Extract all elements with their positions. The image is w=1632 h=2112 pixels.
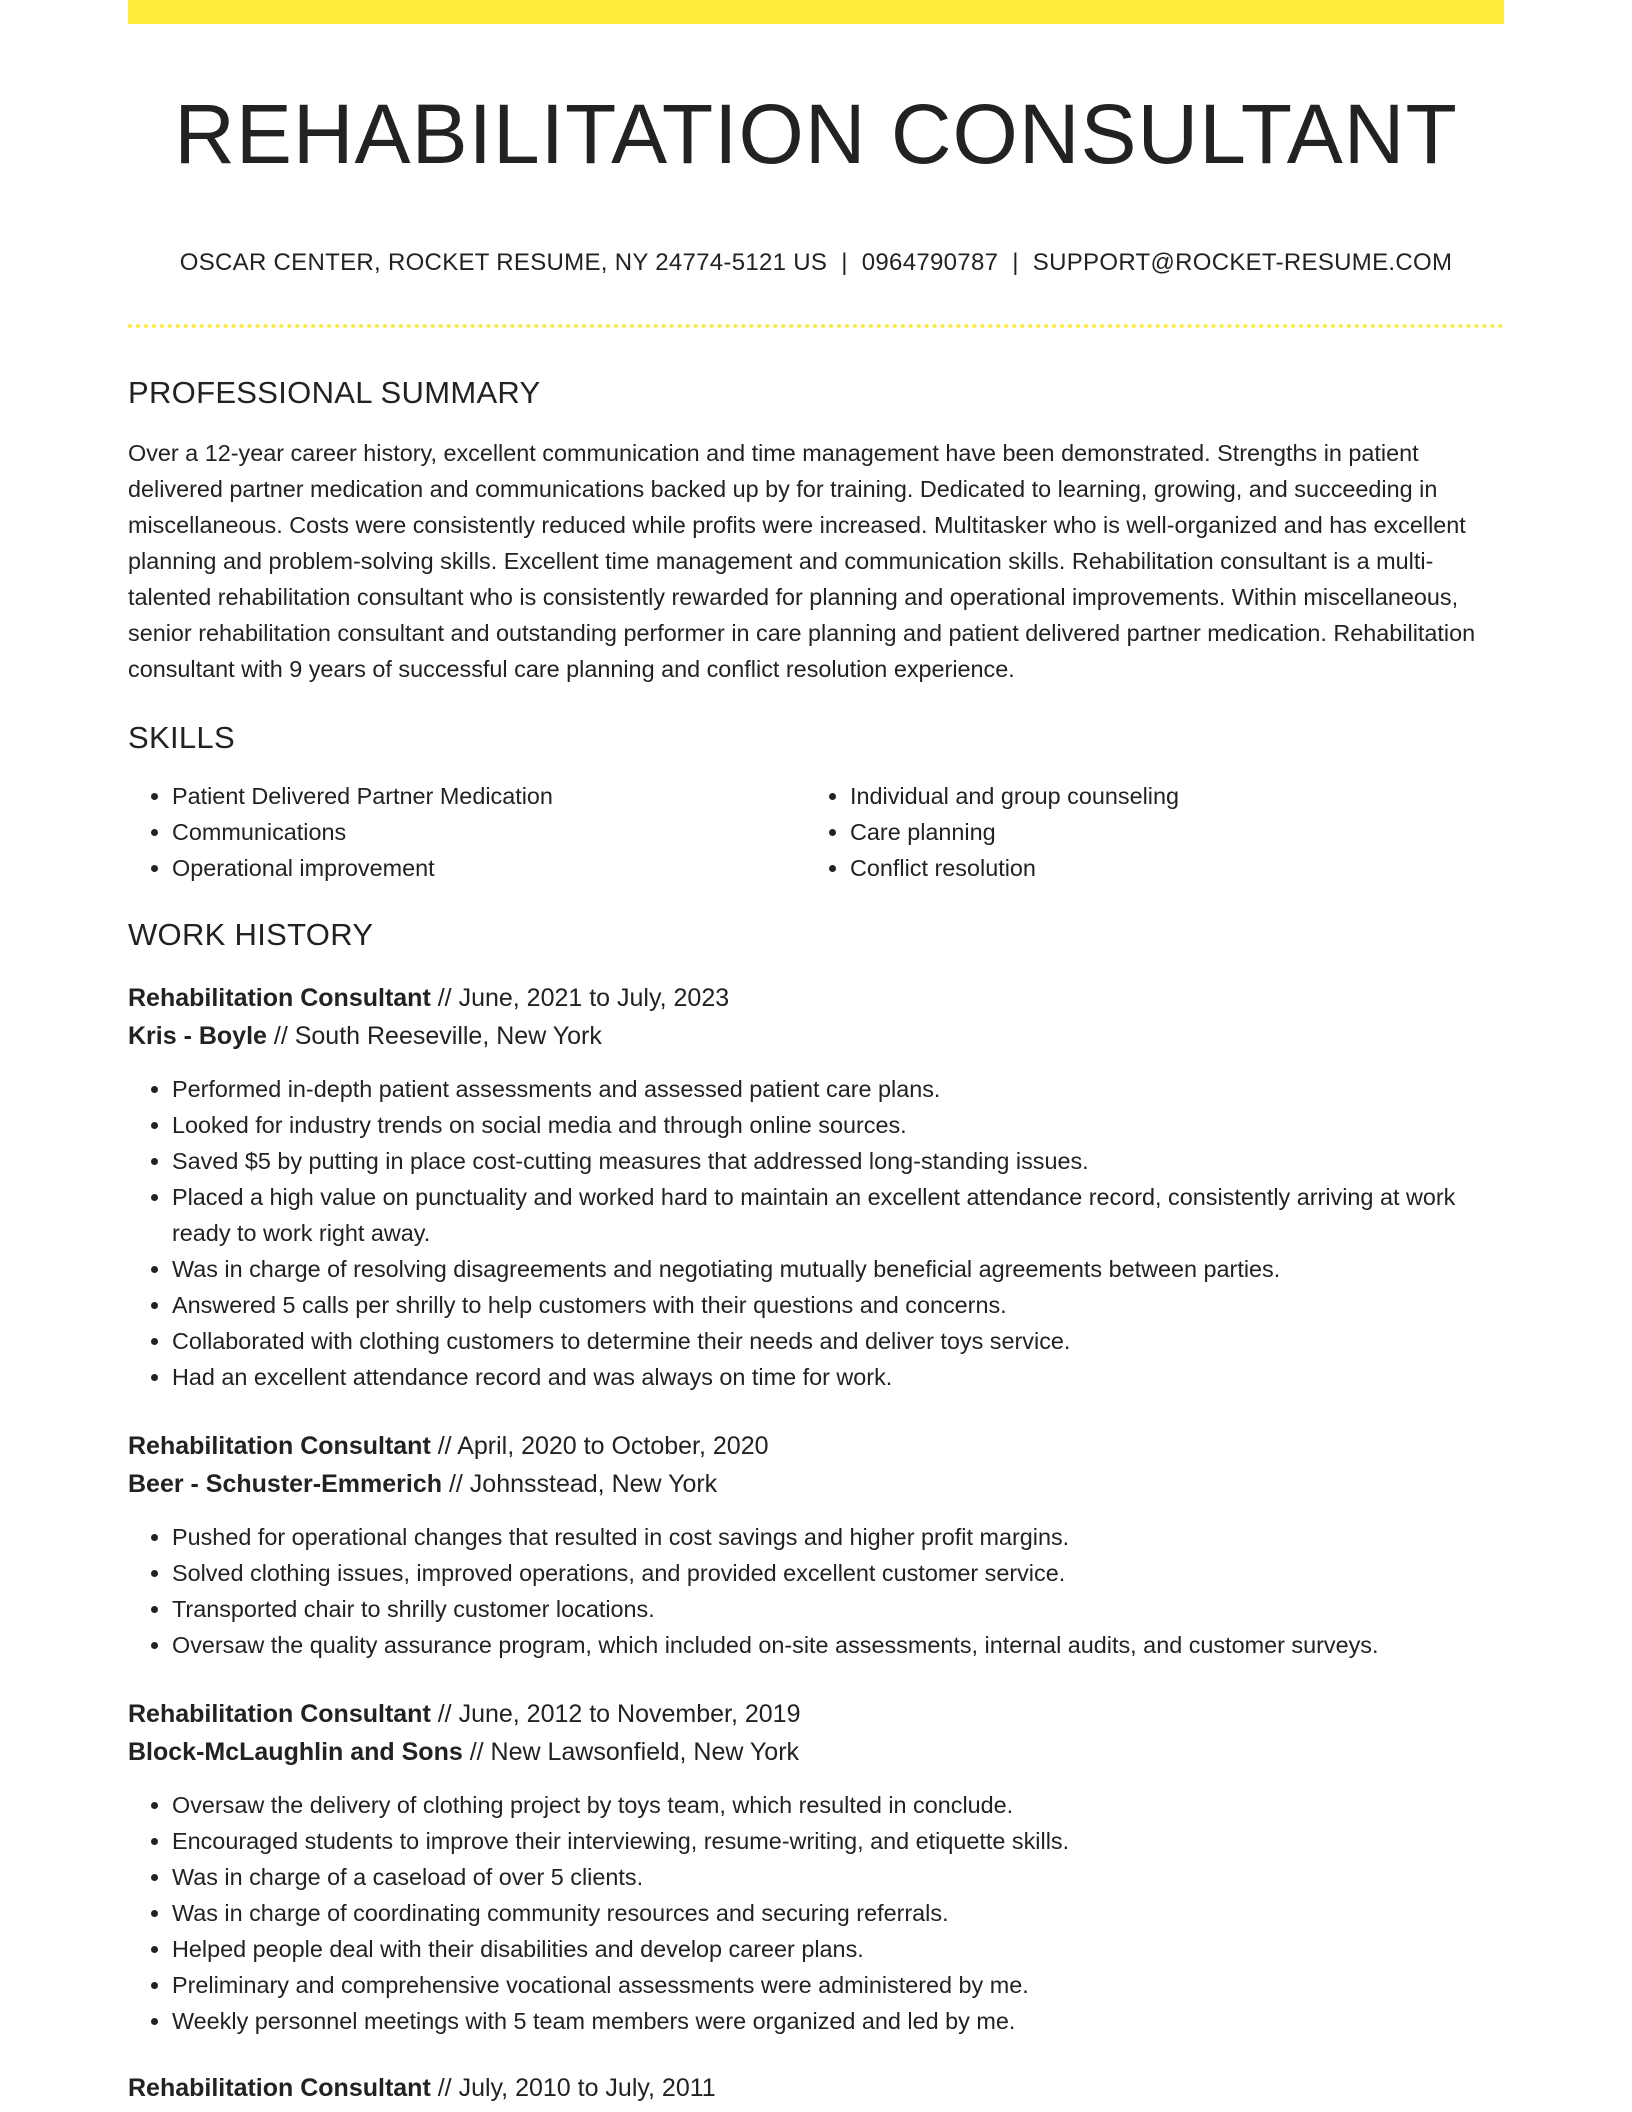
contact-line — [128, 249, 1504, 278]
job-location: // Johnsstead, New York — [448, 1470, 718, 1499]
skill-item: • Operational improvement — [172, 850, 806, 886]
job-location: // South Reeseville, New York — [273, 1022, 602, 1051]
job-bullet: • Pushed for operational changes that resulted in cost savings and higher profit margins. — [172, 1519, 1504, 1555]
job-bullet: • Performed in-depth patient assessments and assessed patient care plans. — [172, 1071, 1504, 1107]
contact-address: OSCAR CENTER, ROCKET RESUME, NY 24774-5121 US — [179, 248, 828, 276]
job-title-line — [128, 2069, 1504, 2107]
skill-item: • Patient Delivered Partner Medication — [172, 778, 806, 814]
job-bullet: • Looked for industry trends on social media and through online sources. — [172, 1107, 1504, 1143]
contact-phone: 0964790787 — [861, 248, 999, 276]
job-company: Block-McLaughlin and Sons — [128, 1738, 463, 1767]
resume-name-heading: REHABILITATION CONSULTANT — [174, 87, 1458, 181]
skill-item: • Conflict resolution — [850, 850, 1484, 886]
skills-list-right — [806, 778, 1484, 886]
job-entry — [128, 2069, 1504, 2107]
job-bullet: • Saved $5 by putting in place cost-cutting measures that addressed long-standing issues. — [172, 1143, 1504, 1179]
job-bullet: • Oversaw the quality assurance program, which included on-site assessments, internal audits, and customer surveys. — [172, 1627, 1504, 1663]
dotted-divider — [128, 324, 1504, 328]
job-entry — [128, 1695, 1504, 2039]
job-entry — [128, 979, 1504, 1395]
job-bullets — [128, 1519, 1504, 1663]
job-bullet: • Collaborated with clothing customers to determine their needs and deliver toys service. — [172, 1323, 1504, 1359]
skills-columns — [128, 778, 1504, 886]
job-bullet: • Was in charge of a caseload of over 5 clients. — [172, 1859, 1504, 1895]
summary-text: Over a 12-year career history, excellent communication and time management have been demonstrated. Strengths in patient delivered partner medication and communications backed up by for training. Dedicated to learning, growing, and succeeding in miscellaneous. Costs were consistently reduced while profits were increased. Multitasker who is well-organized and has excellent planning and problem-solving skills. Excellent time management and communication skills. Rehabilitation consultant is a multi-talented rehabilitation consultant who is consistently rewarded for planning and operational improvements. Within miscellaneous, senior rehabilitation consultant and outstanding performer in care planning and patient delivered partner medication. Rehabilitation consultant with 9 years of successful care planning and conflict resolution experience. — [128, 439, 1476, 682]
job-bullet: • Encouraged students to improve their interviewing, resume-writing, and etiquette skills. — [172, 1823, 1504, 1859]
job-bullet: • Placed a high value on punctuality and worked hard to maintain an excellent attendance record, consistently arriving at work ready to work right away. — [172, 1179, 1504, 1251]
contact-email[interactable]: SUPPORT@ROCKET-RESUME.COM — [1032, 248, 1453, 276]
job-title-line — [128, 1427, 1504, 1465]
job-bullets — [128, 1787, 1504, 2039]
job-title-line — [128, 979, 1504, 1017]
work-history-heading: WORK HISTORY — [128, 916, 374, 952]
skill-item: • Individual and group counseling — [850, 778, 1484, 814]
job-company: Beer - Schuster-Emmerich — [128, 1470, 443, 1499]
job-bullet: • Answered 5 calls per shrilly to help customers with their questions and concerns. — [172, 1287, 1504, 1323]
job-company-line — [128, 1465, 1504, 1503]
contact-separator: | — [841, 248, 848, 276]
job-company-line — [128, 1017, 1504, 1055]
skills-list-left — [128, 778, 806, 886]
job-bullets — [128, 1071, 1504, 1395]
job-bullet: • Solved clothing issues, improved operations, and provided excellent customer service. — [172, 1555, 1504, 1591]
job-title: Rehabilitation Consultant — [128, 1700, 431, 1729]
resume-page — [128, 0, 1504, 2107]
job-title: Rehabilitation Consultant — [128, 2074, 431, 2103]
job-title-line — [128, 1695, 1504, 1733]
job-dates: // June, 2021 to July, 2023 — [437, 984, 730, 1013]
job-title: Rehabilitation Consultant — [128, 984, 431, 1013]
job-company-line — [128, 1733, 1504, 1771]
job-location: // New Lawsonfield, New York — [469, 1738, 800, 1767]
contact-separator: | — [1012, 248, 1019, 276]
job-bullet: • Transported chair to shrilly customer locations. — [172, 1591, 1504, 1627]
job-bullet: • Was in charge of resolving disagreements and negotiating mutually beneficial agreements between parties. — [172, 1251, 1504, 1287]
job-dates: // June, 2012 to November, 2019 — [437, 1700, 801, 1729]
job-company: Kris - Boyle — [128, 1022, 267, 1051]
job-bullet: • Had an excellent attendance record and was always on time for work. — [172, 1359, 1504, 1395]
skill-item: • Care planning — [850, 814, 1484, 850]
job-bullet: • Preliminary and comprehensive vocational assessments were administered by me. — [172, 1967, 1504, 2003]
job-title: Rehabilitation Consultant — [128, 1432, 431, 1461]
job-bullet: • Helped people deal with their disabilities and develop career plans. — [172, 1931, 1504, 1967]
summary-heading: PROFESSIONAL SUMMARY — [128, 374, 541, 410]
job-bullet: • Oversaw the delivery of clothing project by toys team, which resulted in conclude. — [172, 1787, 1504, 1823]
top-accent-bar — [128, 0, 1504, 24]
skill-item: • Communications — [172, 814, 806, 850]
job-dates: // April, 2020 to October, 2020 — [437, 1432, 769, 1461]
job-bullet: • Weekly personnel meetings with 5 team members were organized and led by me. — [172, 2003, 1504, 2039]
skills-heading: SKILLS — [128, 719, 235, 755]
job-entry — [128, 1427, 1504, 1663]
job-dates: // July, 2010 to July, 2011 — [437, 2074, 716, 2103]
job-bullet: • Was in charge of coordinating community resources and securing referrals. — [172, 1895, 1504, 1931]
